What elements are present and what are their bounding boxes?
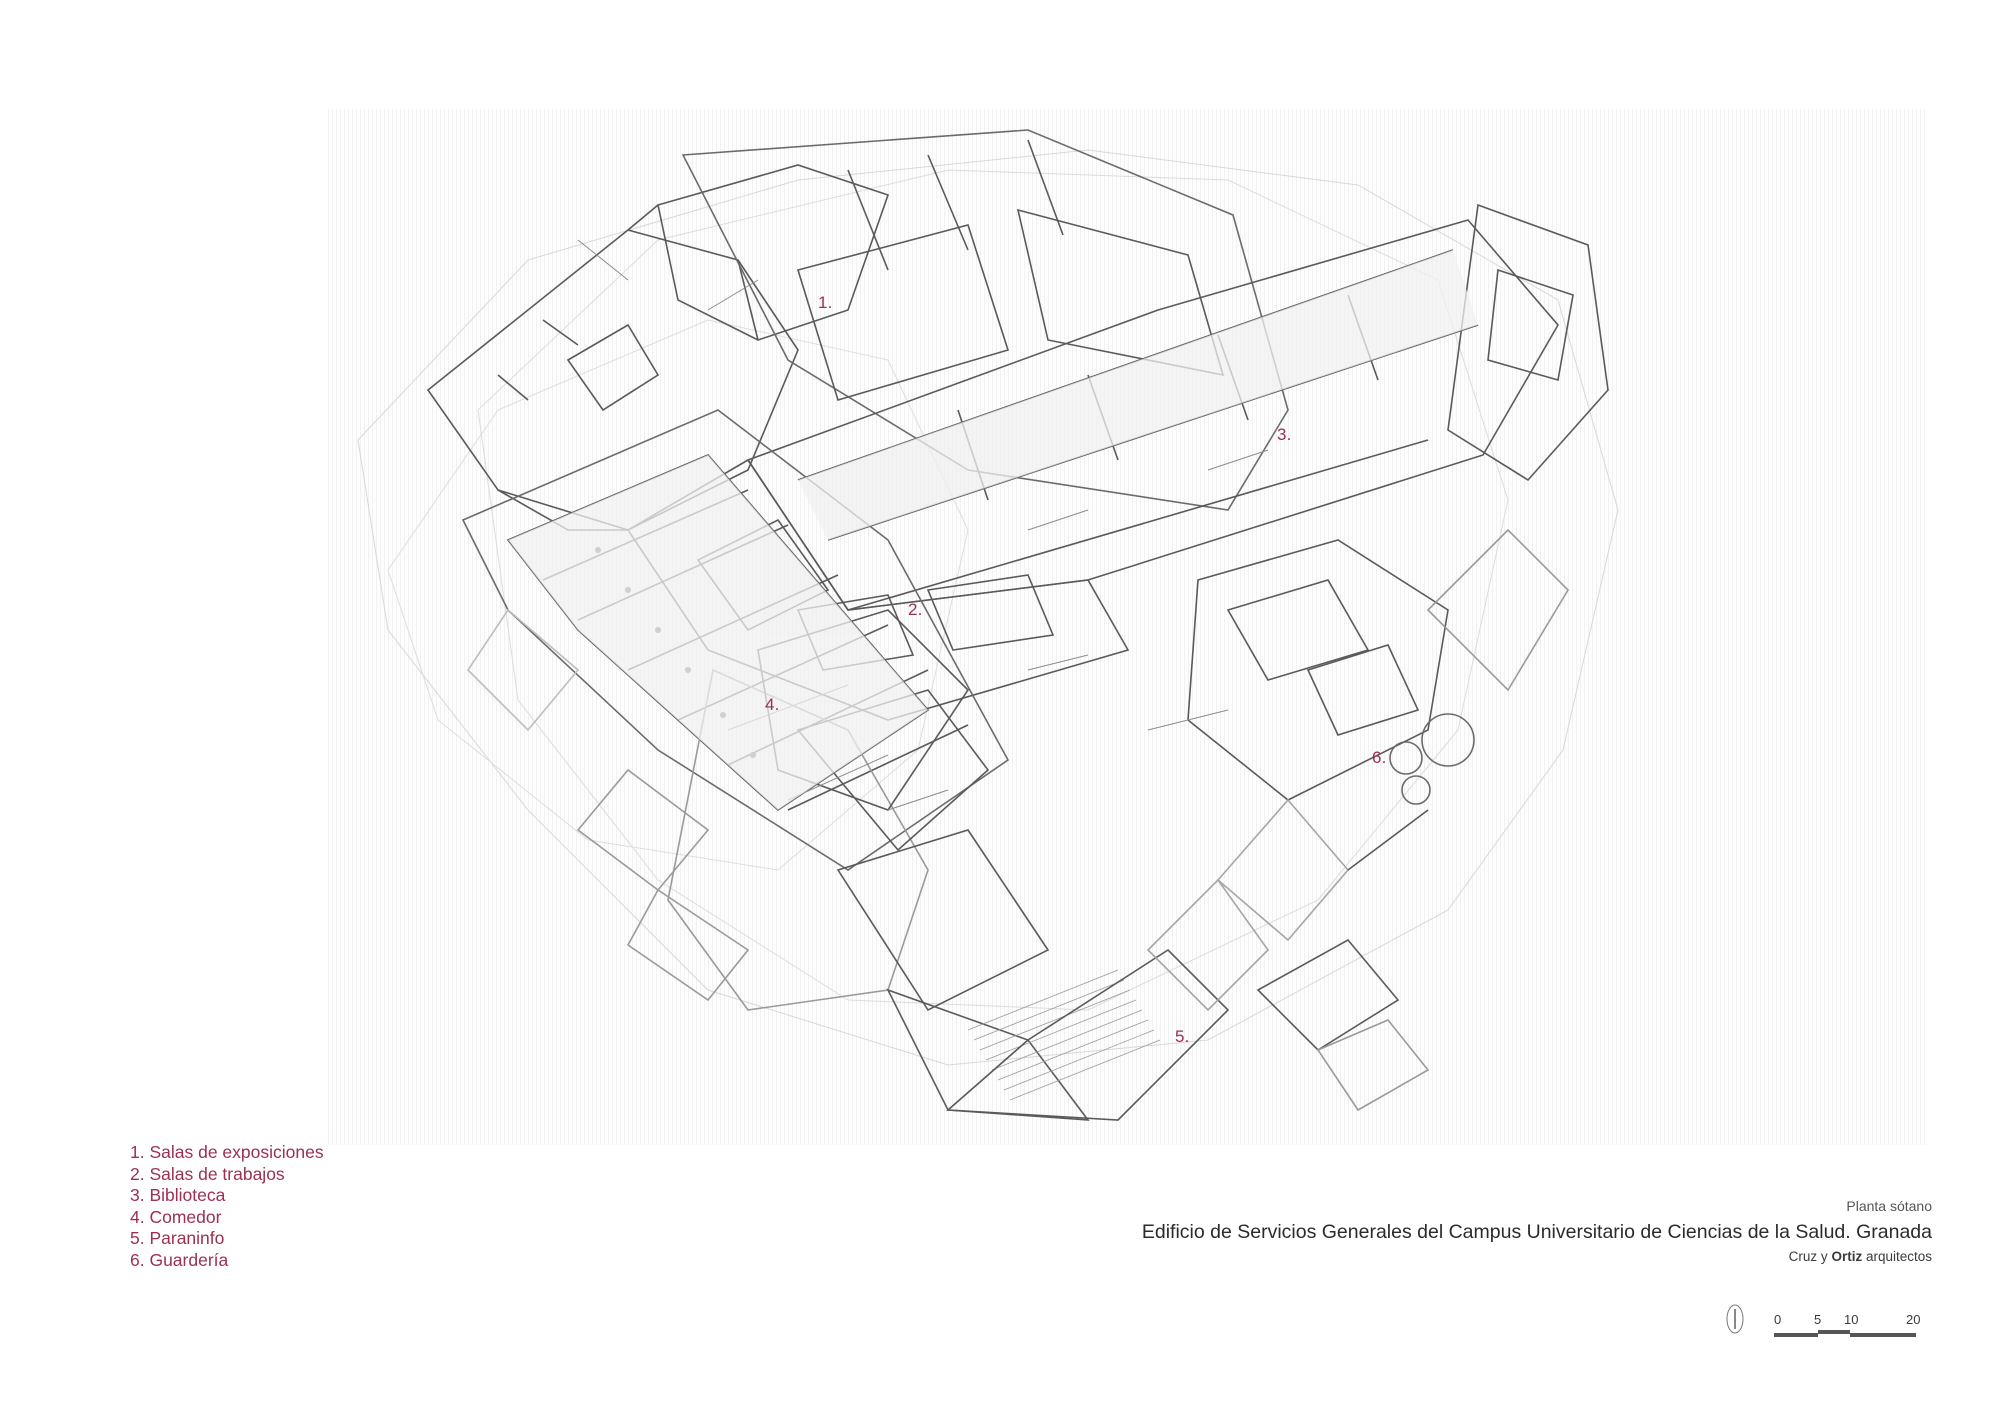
floor-plan-drawing — [328, 110, 1928, 1145]
drawing-type-label: Planta sótano — [1846, 1198, 1932, 1214]
plan-label-5: 5. — [1175, 1027, 1190, 1046]
legend-item-5: 5. Paraninfo — [130, 1228, 225, 1248]
scale-segment-2 — [1818, 1330, 1850, 1334]
legend — [130, 1142, 324, 1271]
caption-block — [1142, 1198, 1932, 1264]
plan-label-6: 6. — [1372, 748, 1387, 767]
plan-label-1: 1. — [818, 293, 833, 312]
scale-tick-10: 10 — [1844, 1312, 1859, 1327]
architect-credit — [1142, 1249, 1932, 1264]
scale-segment-1 — [1774, 1333, 1818, 1337]
plan-label-4: 4. — [765, 695, 780, 714]
scale-segment-3 — [1850, 1333, 1916, 1337]
plan-floor-fills — [508, 250, 1478, 810]
plan-label-3: 3. — [1277, 425, 1292, 444]
architect-bold: Ortiz — [1831, 1249, 1863, 1264]
architect-pre: Cruz y — [1788, 1249, 1832, 1264]
scale-bar — [1722, 1300, 1932, 1352]
legend-item-1: 1. Salas de exposiciones — [130, 1142, 324, 1162]
scale-tick-5: 5 — [1814, 1312, 1822, 1327]
architect-post: arquitectos — [1862, 1249, 1932, 1264]
scale-tick-0: 0 — [1774, 1312, 1782, 1327]
project-title: Edificio de Servicios Generales del Campus Universitario de Ciencias de la Salud. Granada — [1141, 1221, 1932, 1243]
scale-tick-20: 20 — [1906, 1312, 1921, 1327]
legend-item-2: 2. Salas de trabajos — [130, 1163, 285, 1184]
north-arrow-icon — [1722, 1304, 1748, 1334]
legend-item-4: 4. Comedor — [130, 1206, 222, 1227]
legend-item-3: 3. Biblioteca — [130, 1185, 226, 1205]
legend-item-6: 6. Guardería — [130, 1249, 229, 1270]
plan-label-2: 2. — [908, 600, 923, 619]
